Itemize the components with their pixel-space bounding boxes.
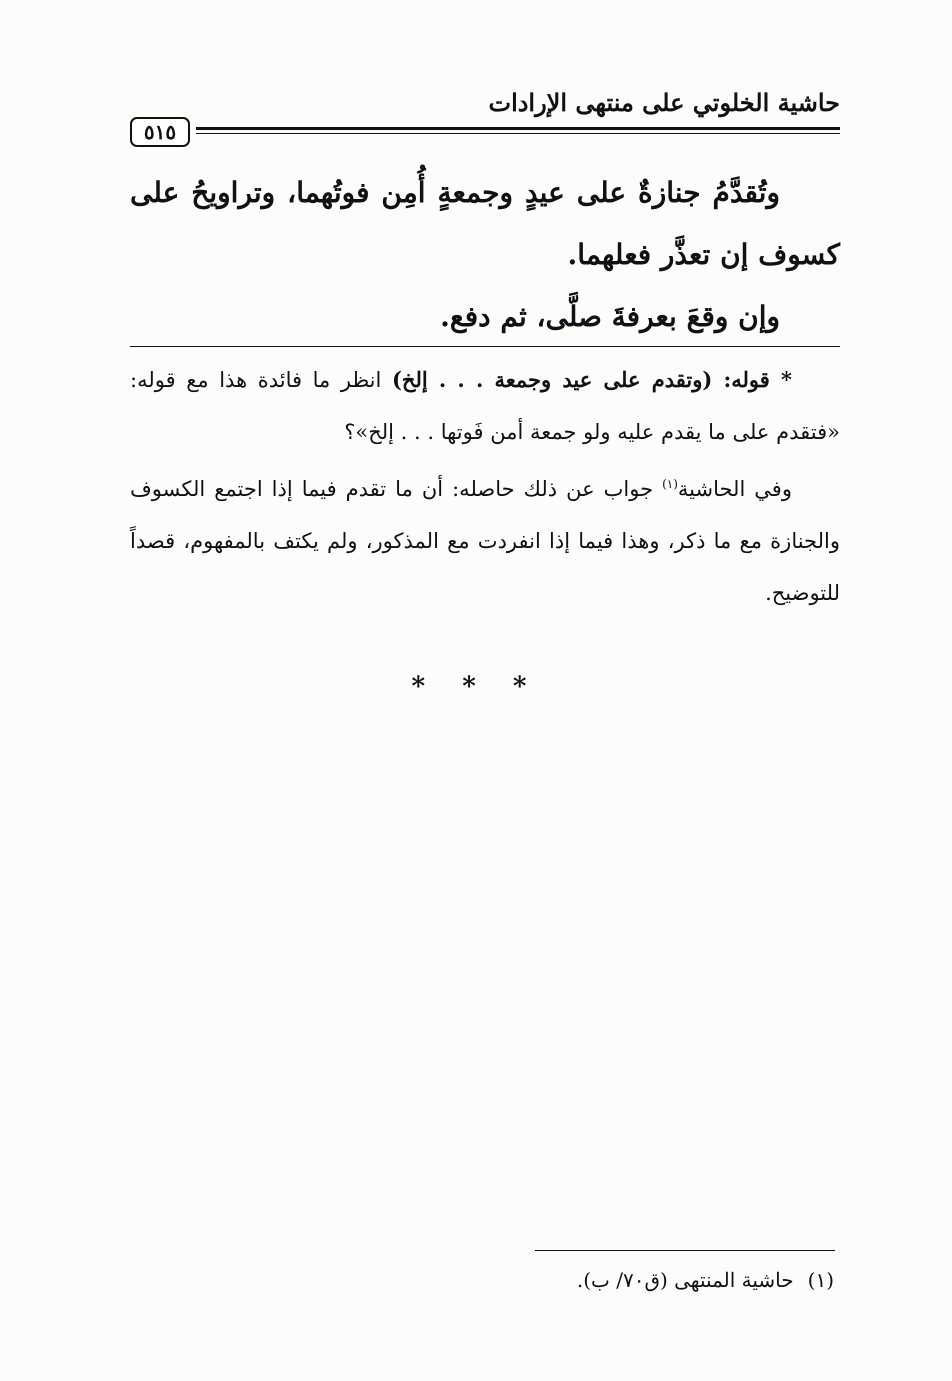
main-paragraph-1: وتُقدَّمُ جنازةٌ على عيدٍ وجمعةٍ أُمِن فوتُهما، وتراويحُ على كسوف إن تعذَّر فعلهما.	[130, 176, 840, 271]
footnote-reference: (١)	[662, 477, 678, 491]
footnote-number: (١)	[807, 1268, 834, 1292]
commentary-paragraph-2	[130, 458, 840, 619]
running-header-title: حاشية الخلوتي على منتهى الإرادات	[488, 88, 840, 117]
page-number-badge: ٥١٥	[130, 117, 190, 147]
commentary-para2-start: وفي الحاشية	[677, 477, 792, 501]
commentary-paragraph-1	[130, 354, 840, 458]
header-rule-thin	[196, 133, 840, 134]
section-divider-stars: * * *	[411, 672, 541, 702]
main-paragraph-2: وإن وقعَ بعرفةَ صلَّى، ثم دفع.	[440, 300, 780, 333]
footnote-rule	[535, 1250, 835, 1251]
commentary-lead: * قوله: (وتقدم على عيد وجمعة . . . إلخ)	[391, 367, 792, 392]
footnote	[577, 1268, 834, 1292]
commentary-block	[130, 354, 840, 619]
commentary-para2-rest: جواب عن ذلك حاصله: أن ما تقدم فيما إذا اجتمع الكسوف والجنازة مع ما ذكر، وهذا فيما إذا انفردت مع المذكور، ولم يكتف بالمفهوم، قصداً للتوضيح.	[130, 477, 840, 605]
text-commentary-separator	[130, 346, 840, 347]
header-rule-thick	[196, 127, 840, 130]
footnote-text: حاشية المنتهى (ق٧٠/ ب).	[576, 1268, 794, 1292]
main-text-block	[130, 162, 840, 348]
commentary-line1-rest: انظر ما فائدة هذا مع قوله: «فتقدم على ما يقدم عليه ولو جمعة أمن فَوتها . . . إلخ»؟	[130, 368, 840, 444]
